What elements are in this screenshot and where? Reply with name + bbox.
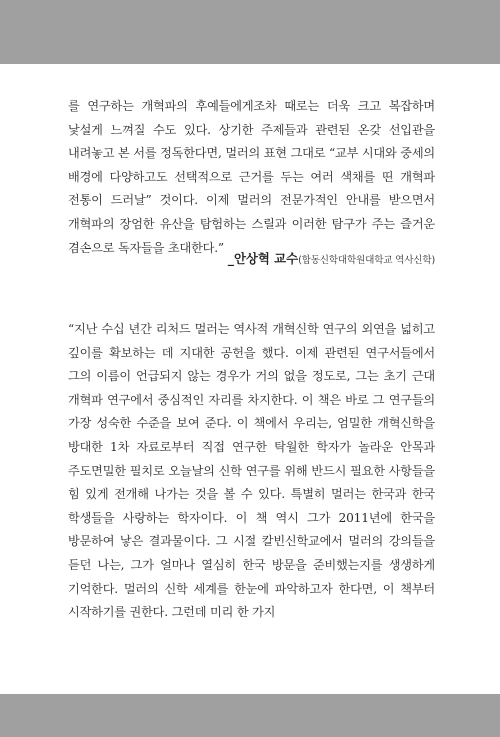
endorsement-paragraph-1: 를 연구하는 개혁파의 후예들에게조차 때로는 더욱 크고 복잡하며 낯설게 느껴질 수도 있다. 상기한 주제들과 관련된 온갖 선입관을 내려놓고 본 서를 정독한다면, 멀러의 표현 그대로 “교부 시대와 중세의 배경에 다양하고도 선택적으로 근거를 두는 여러 색채를 띤 개혁파 전통이 드러날” 것이다. 이제 멀러의 전문가적인 안내를 받으면서 개혁파의 장엄한 유산을 탐험하는 스릴과 이러한 탐구가 주는 즐거운 겸손으로 독자들을 초대한다.” — [68, 99, 435, 255]
endorser-name: _안상혁 교수 — [227, 251, 299, 266]
endorser-signature — [68, 248, 435, 267]
endorsement-paragraph-2: “지난 수십 년간 리처드 멀러는 역사적 개혁신학 연구의 외연을 넓히고 깊이를 확보하는 데 지대한 공헌을 했다. 이제 관련된 연구서들에서 그의 이름이 언급되지 않는 경우가 거의 없을 정도로, 그는 초기 근대 개혁파 연구에서 중심적인 자리를 차지한다. 이 책은 바로 그 연구들의 가장 성숙한 수준을 보여 준다. 이 책에서 우리는, 엄밀한 개혁신학을 방대한 1차 자료로부터 직접 연구한 탁월한 학자가 놀라운 안목과 주도면밀한 필치로 오늘날의 신학 연구를 위해 반드시 필요한 사항들을 힘 있게 전개해 나가는 것을 볼 수 있다. 특별히 멀러는 한국과 한국 학생들을 사랑하는 학자이다. 이 책 역시 그가 2011년에 한국을 방문하여 낳은 결과물이다. 그 시절 칼빈신학교에서 멀러의 강의들을 듣던 나는, 그가 얼마나 열심히 한국 방문을 준비했는지를 생생하게 기억한다. 멀러의 신학 세계를 한눈에 파악하고자 한다면, 이 책부터 시작하기를 권한다. 그런데 미리 한 가지 — [68, 322, 435, 620]
top-margin-band — [0, 0, 500, 64]
bottom-margin-band — [0, 694, 500, 737]
endorser-affiliation: (합동신학대학원대학교 역사신학) — [298, 255, 435, 266]
